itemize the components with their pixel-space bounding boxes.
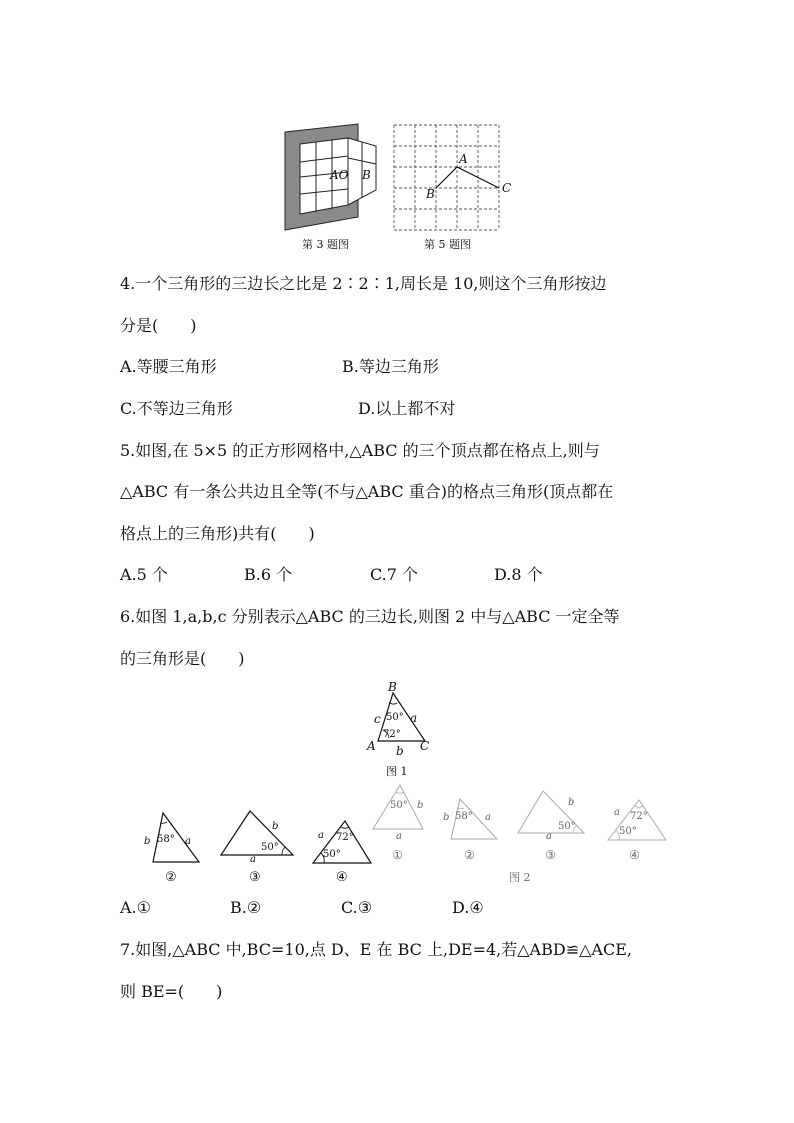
fig5-label-c: C <box>502 181 512 195</box>
fig1-label-c: c <box>374 712 381 726</box>
fig3-label-b: B <box>362 168 371 182</box>
q6-left-3-angle: 50° <box>261 842 279 853</box>
fig5-label-a: A <box>459 152 468 166</box>
q6-left-3-side-b: b <box>272 821 279 832</box>
fig5-label-b: B <box>426 187 435 201</box>
q4-option-d[interactable]: D.以上都不对 <box>358 399 456 418</box>
q4-option-a[interactable]: A.等腰三角形 <box>120 357 217 376</box>
fig1-angle-a: 72° <box>383 729 401 740</box>
q6-left-4-angle: 50° <box>323 849 341 860</box>
q5-stem-line1: 5.如图,在 5×5 的正方形网格中,△ABC 的三个顶点都在格点上,则与 <box>120 441 600 460</box>
q5-stem-line2: △ABC 有一条公共边且全等(不与△ABC 重合)的格点三角形(顶点都在 <box>120 482 614 501</box>
q6-left-3-num: ③ <box>249 870 261 885</box>
q7-stem-line1: 7.如图,△ABC 中,BC=10,点 D、E 在 BC 上,DE=4,若△ABD≌△ACE, <box>120 940 632 959</box>
q6-fig2-1-num: ① <box>392 848 403 862</box>
q5-option-a[interactable]: A.5 个 <box>120 565 168 584</box>
q4-option-c[interactable]: C.不等边三角形 <box>120 399 233 418</box>
fig3-caption: 第 3 题图 <box>302 238 349 251</box>
q6-left-4-angle-top: 72° <box>336 832 354 843</box>
q6-fig2-3-side-b: b <box>568 797 575 808</box>
q6-fig2-2-side-a: a <box>485 812 491 823</box>
q6-fig2-4-side-a: a <box>614 807 620 818</box>
q4-option-b[interactable]: B.等边三角形 <box>342 357 439 376</box>
q5-option-c[interactable]: C.7 个 <box>370 565 419 584</box>
fig3-label-ao: AO <box>330 168 349 182</box>
q6-fig2-1-angle: 50° <box>390 800 408 811</box>
q6-fig2-4-angle: 50° <box>619 826 637 837</box>
q7-stem-line2: 则 BE=( ) <box>120 982 223 1001</box>
q6-stem-line2: 的三角形是( ) <box>120 649 245 668</box>
q6-fig2-1-side-a: a <box>396 831 402 842</box>
q5-option-d[interactable]: D.8 个 <box>494 565 543 584</box>
fig1-label-b: b <box>396 744 404 758</box>
q6-fig2-3-side-a: a <box>546 831 552 842</box>
q6-fig2-2-side-b: b <box>443 812 450 823</box>
q5-stem-line3: 格点上的三角形)共有( ) <box>120 524 315 543</box>
fig5-caption: 第 5 题图 <box>424 238 471 251</box>
fig1-angle-b: 50° <box>386 712 404 723</box>
q6-option-d[interactable]: D.④ <box>452 898 484 917</box>
q6-fig2-1-side-b: b <box>417 800 424 811</box>
q6-option-b[interactable]: B.② <box>230 898 262 917</box>
q6-fig2-triangle-3 <box>515 788 587 836</box>
fig1-label-C: C <box>420 739 430 753</box>
q6-left-3-side-a: a <box>250 854 256 865</box>
q5-option-b[interactable]: B.6 个 <box>244 565 293 584</box>
q6-option-c[interactable]: C.③ <box>341 898 373 917</box>
fig1-label-B: B <box>388 680 397 694</box>
fig1-label-A: A <box>367 739 376 753</box>
q4-stem-line1: 4.一个三角形的三边长之比是 2∶2∶1,周长是 10,则这个三角形按边 <box>120 274 607 293</box>
q6-fig2-3-angle: 50° <box>558 821 576 832</box>
q6-left-2-num: ② <box>165 870 177 885</box>
q6-stem-line1: 6.如图 1,a,b,c 分别表示△ABC 的三边长,则图 2 中与△ABC 一定全等 <box>120 607 620 626</box>
q6-left-2-angle: 58° <box>157 834 175 845</box>
q6-fig2-caption: 图 2 <box>509 871 531 884</box>
q6-left-4-num: ④ <box>336 870 348 885</box>
q6-fig2-2-num: ② <box>464 848 475 862</box>
q6-left-4-side-a: a <box>318 830 324 841</box>
q6-left-triangle-3 <box>218 808 296 858</box>
q6-fig2-3-num: ③ <box>545 848 556 862</box>
q6-option-a[interactable]: A.① <box>120 898 151 917</box>
q6-fig2-4-num: ④ <box>629 848 640 862</box>
q6-fig1-caption: 图 1 <box>386 765 408 778</box>
q6-left-2-side-a: a <box>185 836 191 847</box>
q6-fig2-2-angle: 58° <box>455 811 473 822</box>
q4-stem-line2: 分是( ) <box>120 316 197 335</box>
q6-fig2-4-angle-top: 72° <box>630 811 648 822</box>
figure-5-grid <box>394 125 500 231</box>
fig1-label-a: a <box>410 711 418 725</box>
q6-left-2-side-b: b <box>144 836 151 847</box>
